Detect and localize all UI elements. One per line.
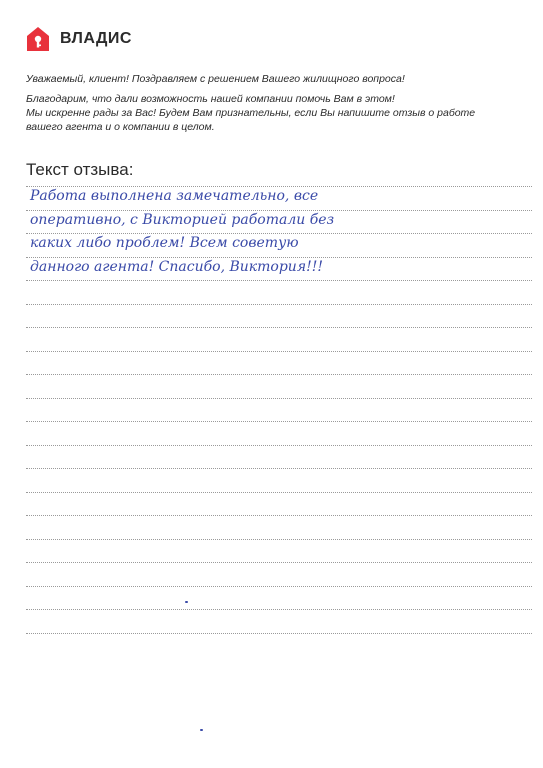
pen-mark xyxy=(185,601,188,603)
ruled-line xyxy=(26,374,532,375)
review-title: Текст отзыва: xyxy=(26,160,134,179)
greeting-line: Уважаемый, клиент! Поздравляем с решением Вашего жилищного вопроса! xyxy=(26,73,405,85)
ruled-line xyxy=(26,398,532,399)
ruled-line xyxy=(26,562,532,563)
pen-mark xyxy=(200,729,203,731)
ruled-line xyxy=(26,327,532,328)
brand-name: ВЛАДИС xyxy=(60,30,132,47)
ruled-line xyxy=(26,586,532,587)
thanks-line-2: Мы искренне рады за Вас! Будем Вам признательны, если Вы напишите отзыв о работе xyxy=(26,107,476,119)
thanks-line-1: Благодарим, что дали возможность нашей компании помочь Вам в этом! xyxy=(26,93,395,105)
ruled-line xyxy=(26,515,532,516)
ruled-line xyxy=(26,609,532,610)
ruled-line xyxy=(26,421,532,422)
ruled-line xyxy=(26,539,532,540)
ruled-line xyxy=(26,445,532,446)
ruled-line xyxy=(26,351,532,352)
review-line: каких либо проблем! Всем советую xyxy=(30,235,299,251)
ruled-line xyxy=(26,304,532,305)
house-key-icon xyxy=(26,26,50,52)
header xyxy=(26,24,132,54)
handwritten-review xyxy=(30,185,500,279)
review-line: Работа выполнена замечательно, все xyxy=(30,188,319,204)
review-line: данного агента! Спасибо, Виктория!!! xyxy=(30,258,323,275)
ruled-line xyxy=(26,468,532,469)
review-line: оперативно, с Викторией работали без xyxy=(30,211,335,228)
ruled-line xyxy=(26,633,532,634)
ruled-line xyxy=(26,280,532,281)
intro-text xyxy=(26,72,506,134)
thanks-line-3: вашего агента и о компании в целом. xyxy=(26,121,215,133)
ruled-line xyxy=(26,492,532,493)
